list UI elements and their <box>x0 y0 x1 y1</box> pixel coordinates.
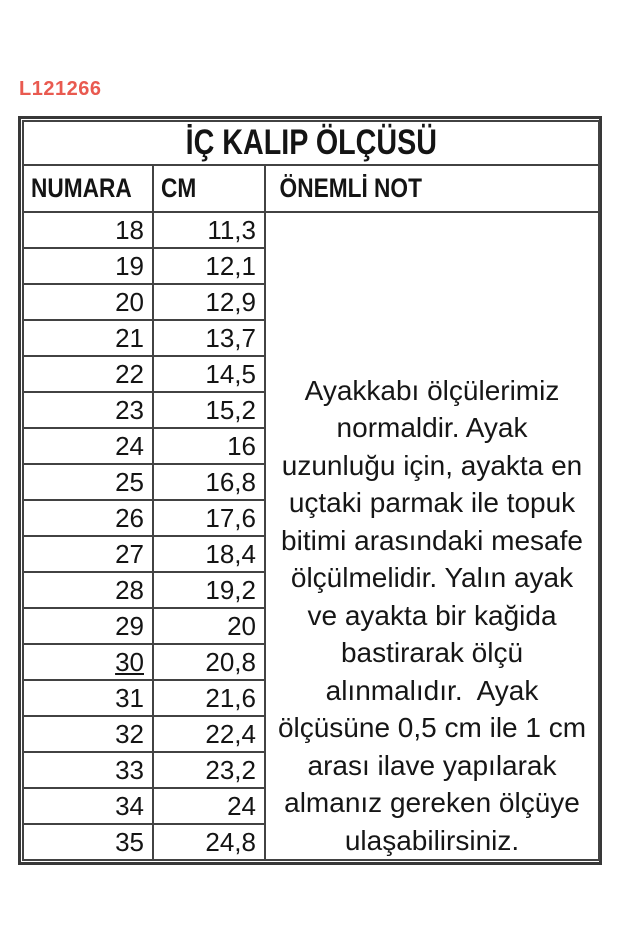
cm-cell: 15,2 <box>153 392 265 428</box>
cm-cell: 12,1 <box>153 248 265 284</box>
numara-cell: 33 <box>23 752 153 788</box>
table-title-cell <box>23 121 599 165</box>
numara-cell: 27 <box>23 536 153 572</box>
note-line: ölçüsüne 0,5 cm ile 1 cm <box>277 712 587 743</box>
note-line: almanız gereken ölçüye <box>284 787 580 818</box>
numara-cell: 26 <box>23 500 153 536</box>
note-line: ve ayakta bir kağida <box>307 599 557 631</box>
numara-cell: 23 <box>23 392 153 428</box>
cm-cell: 16 <box>153 428 265 464</box>
note-line: bitimi arasındaki mesafe <box>281 524 583 556</box>
cm-cell: 12,9 <box>153 284 265 320</box>
note-line: normaldir. Ayak <box>336 412 528 443</box>
column-header-note: ÖNEMLİ NOT <box>265 165 599 212</box>
cm-cell: 11,3 <box>153 212 265 248</box>
cm-cell: 23,2 <box>153 752 265 788</box>
numara-cell: 21 <box>23 320 153 356</box>
table-header-row <box>23 165 599 212</box>
numara-cell: 20 <box>23 284 153 320</box>
note-line: arası ilave yapılarak <box>307 749 557 781</box>
cm-cell: 13,7 <box>153 320 265 356</box>
cm-cell: 18,4 <box>153 536 265 572</box>
numara-cell: 25 <box>23 464 153 500</box>
column-header-cm: CM <box>153 165 265 212</box>
cm-cell: 20,8 <box>153 644 265 680</box>
numara-cell: 35 <box>23 824 153 860</box>
cm-cell: 17,6 <box>153 500 265 536</box>
note-line: ölçülmelidir. Yalın ayak <box>290 562 574 593</box>
note-line: Ayakkabı ölçülerimiz <box>304 374 560 406</box>
numara-cell: 29 <box>23 608 153 644</box>
table-row <box>23 212 599 248</box>
product-code-label: L121266 <box>19 78 102 100</box>
important-note-cell <box>265 212 599 860</box>
size-chart-table <box>22 120 600 861</box>
cm-cell: 20 <box>153 608 265 644</box>
table-title-row <box>23 121 599 165</box>
numara-cell: 30 <box>23 644 153 680</box>
numara-cell: 32 <box>23 716 153 752</box>
column-header-numara: NUMARA <box>23 165 153 212</box>
cm-cell: 19,2 <box>153 572 265 608</box>
numara-cell: 19 <box>23 248 153 284</box>
cm-cell: 24 <box>153 788 265 824</box>
cm-cell: 22,4 <box>153 716 265 752</box>
note-line: uçtaki parmak ile topuk <box>288 487 576 518</box>
cm-cell: 14,5 <box>153 356 265 392</box>
numara-cell: 34 <box>23 788 153 824</box>
cm-cell: 21,6 <box>153 680 265 716</box>
numara-cell: 28 <box>23 572 153 608</box>
size-chart-frame <box>18 116 602 865</box>
cm-cell: 16,8 <box>153 464 265 500</box>
note-line: bastirarak ölçü <box>340 637 524 668</box>
numara-cell: 31 <box>23 680 153 716</box>
cm-cell: 24,8 <box>153 824 265 860</box>
note-line: uzunluğu için, ayakta en <box>281 449 583 481</box>
numara-cell: 22 <box>23 356 153 392</box>
table-title: İÇ KALIP ÖLÇÜSÜ <box>185 123 437 162</box>
numara-cell: 24 <box>23 428 153 464</box>
note-line: ulaşabilirsiniz. <box>344 824 520 856</box>
numara-cell: 18 <box>23 212 153 248</box>
note-line: alınmalıdır. Ayak <box>325 674 539 706</box>
